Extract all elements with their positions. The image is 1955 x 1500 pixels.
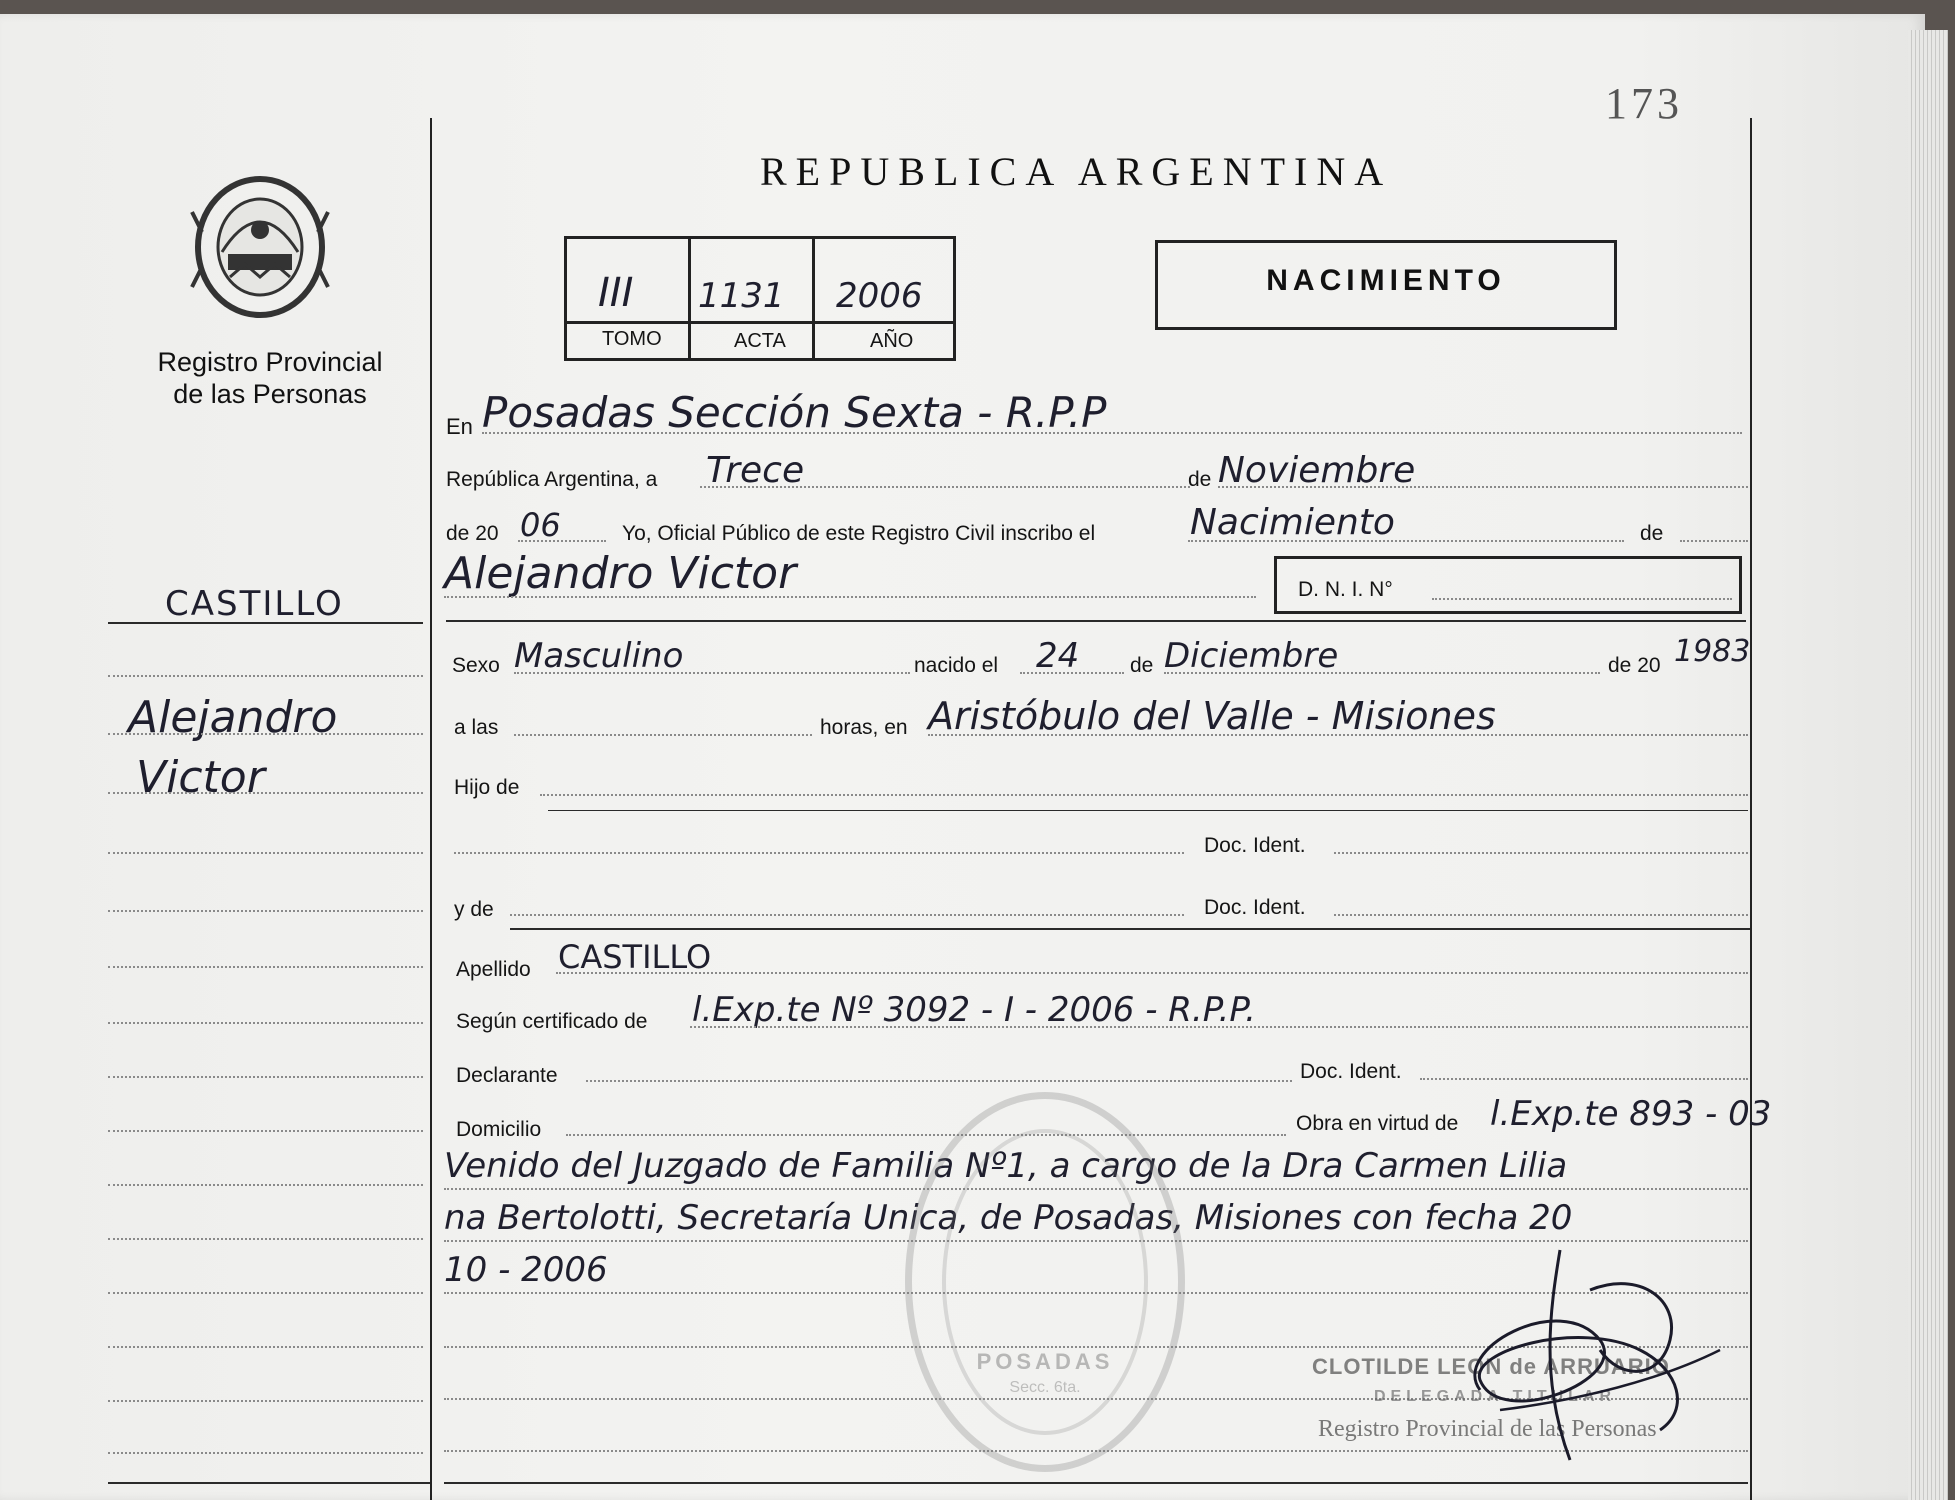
year-prefix: de 20 — [446, 522, 499, 545]
birth-day: 24 — [1036, 636, 1080, 676]
month-rule — [1218, 486, 1748, 488]
declarante-label: Declarante — [456, 1064, 558, 1087]
body-line-3: 10 - 2006 — [444, 1250, 608, 1290]
year-value: 06 — [520, 506, 561, 544]
official-title: DELEGADA TITULAR — [1374, 1388, 1617, 1405]
margin-rule — [108, 1184, 423, 1186]
margin-rule — [108, 675, 423, 677]
year-rule — [518, 540, 606, 542]
margin-surname-underline — [108, 622, 423, 624]
apellido-value: CASTILLO — [558, 938, 712, 976]
doc-ident-label-1: Doc. Ident. — [1204, 834, 1306, 857]
record-box-sep-1 — [688, 236, 691, 361]
margin-rule — [108, 1452, 423, 1454]
doc-ident-rule-2 — [1334, 914, 1748, 916]
registry-name — [130, 346, 410, 410]
margin-bottom-rule — [108, 1482, 430, 1484]
person-name-rule — [444, 596, 1256, 598]
body-line-2: na Bertolotti, Secretaría Unica, de Posadas, Misiones con fecha 20 — [444, 1198, 1573, 1238]
margin-rule — [108, 792, 423, 794]
margin-rule — [108, 852, 423, 854]
obra-label: Obra en virtud de — [1296, 1112, 1459, 1135]
a-las-label: a las — [454, 716, 499, 739]
domicilio-label: Domicilio — [456, 1118, 542, 1141]
segun-label: Según certificado de — [456, 1010, 648, 1033]
body-line-1: Venido del Juzgado de Familia Nº1, a cargo de la Dra Carmen Lilia — [444, 1146, 1568, 1186]
en-label: En — [446, 414, 473, 439]
apellido-label: Apellido — [456, 958, 531, 981]
day-value: Trece — [706, 450, 805, 491]
tomo-value: III — [598, 270, 634, 316]
birth-month-rule — [1164, 672, 1600, 674]
parents-section-rule — [510, 928, 1750, 930]
en-value: Posadas Sección Sexta - R.P.P — [482, 388, 1107, 437]
y-de-rule — [510, 914, 1184, 916]
anio-value: 2006 — [836, 276, 923, 316]
sexo-rule — [514, 672, 910, 674]
document-title: REPUBLICA ARGENTINA — [760, 149, 1393, 194]
margin-rule — [108, 1400, 423, 1402]
record-box-divider — [564, 321, 956, 324]
act-de-label: de — [1640, 522, 1664, 545]
act-de-rule — [1680, 540, 1748, 542]
oficial-text: Yo, Oficial Público de este Registro Civil inscribo el — [622, 522, 1096, 545]
dni-rule — [1432, 598, 1732, 600]
nacido-label: nacido el — [914, 654, 999, 677]
a-las-rule — [514, 734, 812, 736]
day-rule — [700, 486, 1190, 488]
y-de-label: y de — [454, 898, 494, 921]
acta-label: ACTA — [734, 330, 786, 352]
acta-value: 1131 — [698, 276, 785, 316]
signature — [1440, 1230, 1740, 1490]
birth-month: Diciembre — [1164, 636, 1339, 676]
birth-year-prefix: de 20 — [1608, 654, 1661, 677]
margin-rule — [108, 1346, 423, 1348]
margin-given-name-1: Alejandro — [128, 692, 338, 743]
margin-rule — [108, 1292, 423, 1294]
act-rule — [1188, 540, 1624, 542]
round-stamp-city: POSADAS — [976, 1349, 1114, 1374]
registry-name-line2: de las Personas — [173, 379, 367, 409]
tomo-label: TOMO — [602, 328, 662, 350]
hijo-label: Hijo de — [454, 776, 520, 799]
name-section-rule — [446, 620, 1746, 622]
official-name: CLOTILDE LEON de ARRUARIO — [1312, 1354, 1670, 1379]
doc-ident-rule-1 — [1334, 852, 1748, 854]
page-number: 173 — [1605, 79, 1683, 128]
parent1-rule — [454, 852, 1184, 854]
republica-label: República Argentina, a — [446, 468, 658, 491]
horas-label: horas, en — [820, 716, 908, 739]
birth-place: Aristóbulo del Valle - Misiones — [928, 694, 1496, 738]
birth-day-rule — [1020, 672, 1124, 674]
month-de-label: de — [1188, 468, 1212, 491]
month-value: Noviembre — [1218, 450, 1416, 491]
round-registry-stamp — [905, 1092, 1185, 1472]
margin-rule — [108, 1022, 423, 1024]
hijo-line — [548, 810, 1748, 811]
hijo-rule — [540, 794, 1748, 796]
official-org: Registro Provincial de las Personas — [1318, 1416, 1657, 1442]
en-rule — [482, 432, 1742, 434]
obra-value: l.Exp.te 893 - 03 — [1490, 1094, 1772, 1134]
birth-place-rule — [928, 734, 1748, 736]
record-box-sep-2 — [812, 236, 815, 361]
margin-rule — [108, 910, 423, 912]
margin-rule — [108, 733, 423, 735]
domicilio-rule — [566, 1134, 1286, 1136]
declarante-rule — [586, 1080, 1292, 1082]
left-column-divider — [430, 118, 432, 1500]
birth-year-value: 1983 — [1674, 634, 1751, 669]
provincial-seal-logo — [190, 172, 330, 322]
margin-rule — [108, 1076, 423, 1078]
doc-ident-label-2: Doc. Ident. — [1204, 896, 1306, 919]
person-name: Alejandro Victor — [444, 548, 797, 599]
record-type-label: NACIMIENTO — [1266, 264, 1506, 297]
doc-ident-rule-3 — [1420, 1078, 1748, 1080]
anio-label: AÑO — [870, 330, 914, 352]
doc-ident-label-3: Doc. Ident. — [1300, 1060, 1402, 1083]
registry-name-line1: Registro Provincial — [157, 347, 383, 377]
page-edges — [1908, 30, 1948, 1500]
birth-de-label: de — [1130, 654, 1154, 677]
round-stamp-sub: Secc. 6ta. — [1009, 1379, 1081, 1396]
margin-given-name-2: Victor — [136, 752, 265, 803]
right-page-border — [1750, 118, 1752, 1500]
margin-surname: CASTILLO — [165, 584, 344, 624]
sexo-value: Masculino — [514, 636, 684, 676]
act-value: Nacimiento — [1190, 502, 1395, 543]
dni-label: D. N. I. N° — [1298, 578, 1393, 601]
sexo-label: Sexo — [452, 654, 500, 677]
margin-rule — [108, 1130, 423, 1132]
margin-rule — [108, 966, 423, 968]
margin-rule — [108, 1238, 423, 1240]
segun-value: l.Exp.te Nº 3092 - I - 2006 - R.P.P. — [692, 990, 1256, 1030]
apellido-rule — [556, 972, 1748, 974]
segun-rule — [690, 1026, 1748, 1028]
